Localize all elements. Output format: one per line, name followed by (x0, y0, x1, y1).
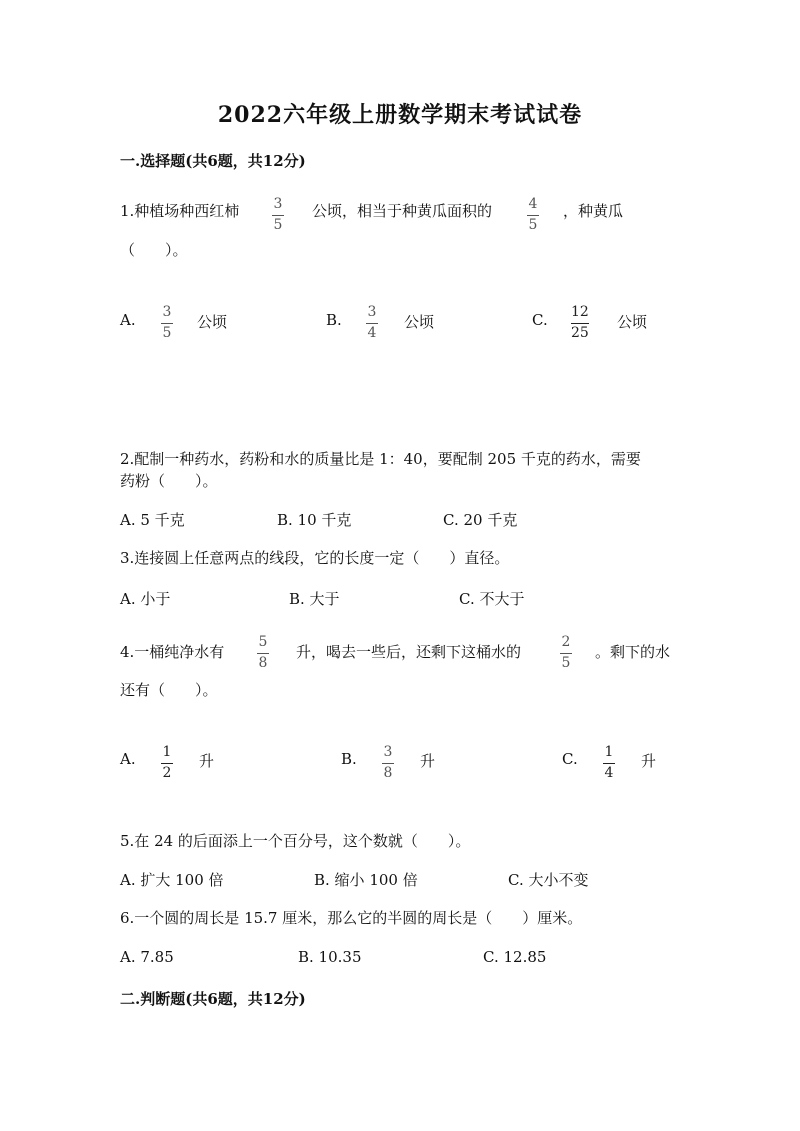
question-text: 1.种植场种西红柿 (120, 202, 240, 220)
denominator: 5 (561, 655, 571, 671)
option-a-label: A. (120, 311, 136, 329)
numerator: 3 (383, 744, 393, 760)
option-a-unit: 升 (199, 752, 215, 770)
denominator: 4 (604, 765, 614, 781)
numerator: 3 (162, 304, 172, 320)
option-c-fraction (603, 745, 615, 781)
section-heading-choice: 一.选择题(共6题，共12分) (120, 152, 306, 170)
option-a-unit: 公顷 (197, 313, 228, 331)
answer-blank: 还有（ ）。 (120, 681, 218, 699)
fraction-bar (382, 763, 394, 764)
option-a: A. 扩大 100 倍 (120, 871, 224, 889)
fraction (560, 635, 572, 671)
option-c-fraction (571, 305, 589, 341)
numerator: 3 (367, 304, 377, 320)
question-text: 4.一桶纯净水有 (120, 643, 225, 661)
option-b-fraction (382, 745, 394, 781)
fraction-bar (560, 653, 572, 654)
option-b: B. 10 千克 (277, 511, 352, 529)
denominator: 5 (273, 217, 283, 233)
fraction (527, 197, 539, 233)
question-text: 公顷，相当于种黄瓜面积的 (312, 202, 493, 220)
numerator: 1 (604, 744, 614, 760)
answer-blank: （ ）。 (120, 241, 188, 259)
option-b: B. 大于 (289, 590, 340, 608)
numerator: 12 (571, 304, 589, 320)
option-c-unit: 公顷 (617, 313, 648, 331)
fraction-bar (257, 653, 269, 654)
option-c: C. 大小不变 (508, 871, 589, 889)
denominator: 4 (367, 325, 377, 341)
option-b-fraction (366, 305, 378, 341)
page-title: 2022六年级上册数学期末考试试卷 (217, 102, 583, 128)
option-c-unit: 升 (641, 752, 657, 770)
denominator: 8 (258, 655, 268, 671)
fraction-bar (161, 763, 173, 764)
numerator: 1 (162, 744, 172, 760)
option-b-label: B. (326, 311, 342, 329)
question-text: ，种黄瓜 (563, 202, 624, 220)
numerator: 5 (258, 634, 268, 650)
option-b: B. 10.35 (298, 948, 362, 966)
option-b-unit: 公顷 (404, 313, 435, 331)
fraction-bar (366, 323, 378, 324)
question-text: 5.在 24 的后面添上一个百分号，这个数就（ ）。 (120, 832, 471, 850)
option-a-label: A. (120, 750, 136, 768)
question-text: 3.连接圆上任意两点的线段，它的长度一定（ ）直径。 (120, 549, 510, 567)
option-c-label: C. (562, 750, 578, 768)
fraction-bar (571, 323, 589, 324)
option-b-label: B. (341, 750, 357, 768)
denominator: 8 (383, 765, 393, 781)
option-c-label: C. (532, 311, 548, 329)
fraction (272, 197, 284, 233)
fraction-bar (272, 215, 284, 216)
option-c: C. 20 千克 (443, 511, 518, 529)
question-text: 升，喝去一些后，还剩下这桶水的 (296, 643, 522, 661)
option-a-fraction (161, 305, 173, 341)
denominator: 5 (528, 217, 538, 233)
denominator: 5 (162, 325, 172, 341)
question-text: 。剩下的水 (595, 643, 671, 661)
option-a: A. 7.85 (120, 948, 174, 966)
section-heading-judgement: 二.判断题(共6题，共12分) (120, 990, 306, 1008)
fraction-bar (527, 215, 539, 216)
option-a: A. 5 千克 (120, 511, 185, 529)
numerator: 2 (561, 634, 571, 650)
question-text: 6.一个圆的周长是 15.7 厘米，那么它的半圆的周长是（ ）厘米。 (120, 909, 583, 927)
fraction (257, 635, 269, 671)
fraction-bar (603, 763, 615, 764)
option-a-fraction (161, 745, 173, 781)
denominator: 2 (162, 765, 172, 781)
numerator: 4 (528, 196, 538, 212)
denominator: 25 (571, 325, 589, 341)
option-c: C. 不大于 (459, 590, 525, 608)
option-b: B. 缩小 100 倍 (314, 871, 418, 889)
fraction-bar (161, 323, 173, 324)
option-c: C. 12.85 (483, 948, 547, 966)
option-b-unit: 升 (420, 752, 436, 770)
numerator: 3 (273, 196, 283, 212)
question-text: 2.配制一种药水，药粉和水的质量比是 1：40，要配制 205 千克的药水，需要 (120, 450, 641, 468)
option-a: A. 小于 (120, 590, 171, 608)
question-text: 药粉（ ）。 (120, 472, 218, 490)
